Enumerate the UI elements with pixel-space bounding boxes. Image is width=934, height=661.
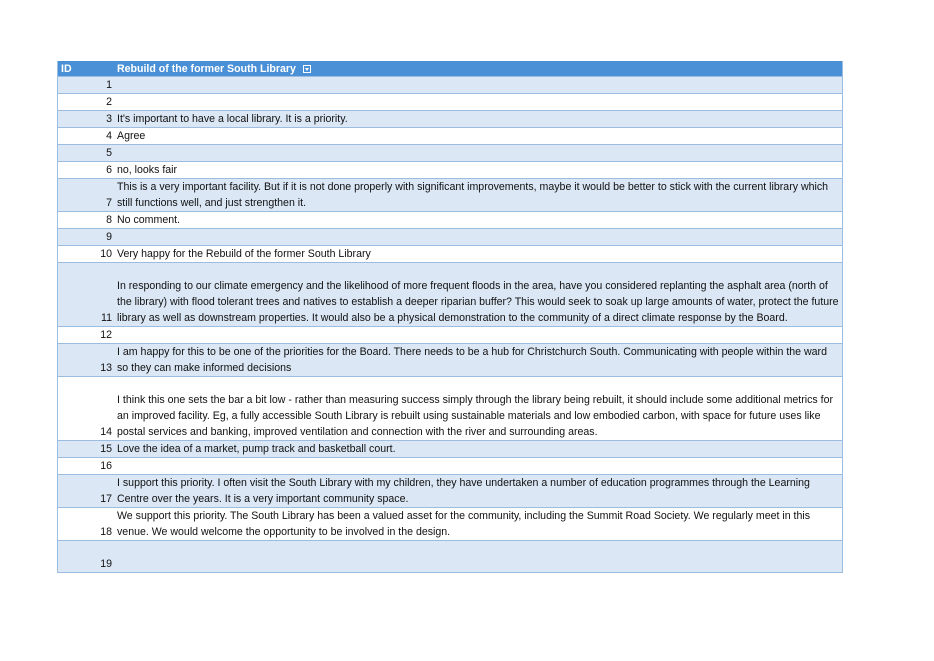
row-id-cell[interactable]: 15 (58, 441, 114, 458)
table-row (58, 128, 842, 145)
table-row (58, 508, 842, 541)
row-id-cell[interactable]: 17 (58, 475, 114, 508)
table-row (58, 212, 842, 229)
table-row (58, 94, 842, 111)
table-row (58, 263, 842, 327)
comments-table (58, 61, 842, 573)
row-id-cell[interactable]: 11 (58, 263, 114, 327)
row-comment-cell[interactable]: Agree (114, 128, 842, 145)
table-row (58, 162, 842, 179)
row-id-cell[interactable]: 18 (58, 508, 114, 541)
row-id-cell[interactable]: 19 (58, 541, 114, 573)
row-id-cell[interactable]: 8 (58, 212, 114, 229)
row-id-cell[interactable]: 10 (58, 246, 114, 263)
row-comment-cell[interactable]: We support this priority. The South Library has been a valued asset for the community, including the Summit Road Society. We regularly meet in this venue. We would welcome the opportunity to be involved in the design. (114, 508, 842, 541)
row-comment-cell[interactable]: This is a very important facility. But if it is not done properly with significant improvements, maybe it would be better to stick with the current library which still functions well, and just strengthen it. (114, 179, 842, 212)
row-id-cell[interactable]: 4 (58, 128, 114, 145)
table-row (58, 441, 842, 458)
header-row (58, 61, 842, 77)
row-comment-cell[interactable]: Love the idea of a market, pump track and basketball court. (114, 441, 842, 458)
table-row (58, 145, 842, 162)
table-row (58, 344, 842, 377)
row-comment-cell[interactable]: I think this one sets the bar a bit low - rather than measuring success simply through the library being rebuilt, it should include some additional metrics for an improved facility. Eg, a fully accessible South Library is rebuilt using sustainable materials and low embodied carbon, with space for future uses like postal services and banking, improved ventilation and connection with the river and surrounding areas. (114, 377, 842, 441)
table-row (58, 179, 842, 212)
column-header-comment-label: Rebuild of the former South Library (117, 62, 296, 75)
row-id-cell[interactable]: 16 (58, 458, 114, 475)
table-row (58, 229, 842, 246)
row-comment-cell[interactable]: No comment. (114, 212, 842, 229)
row-comment-cell[interactable] (114, 458, 842, 475)
row-comment-cell[interactable] (114, 541, 842, 573)
column-header-comment[interactable] (114, 61, 842, 77)
row-comment-cell[interactable]: In responding to our climate emergency and the likelihood of more frequent floods in the area, have you considered replanting the asphalt area (north of the library) with flood tolerant trees and natives to establish a deeper riparian buffer? This would seek to soak up large amounts of water, protect the future library as well as downstream properties. It would also be a physical demonstration to the community of a direct climate response by the Board. (114, 263, 842, 327)
row-id-cell[interactable]: 13 (58, 344, 114, 377)
filter-dropdown-icon[interactable] (303, 65, 311, 73)
row-id-cell[interactable]: 12 (58, 327, 114, 344)
table-row (58, 111, 842, 128)
table-row (58, 77, 842, 94)
column-header-id[interactable]: ID (58, 61, 114, 77)
row-comment-cell[interactable]: I am happy for this to be one of the priorities for the Board. There needs to be a hub for Christchurch South. Communicating with people within the ward so they can make informed decisions (114, 344, 842, 377)
row-comment-cell[interactable]: Very happy for the Rebuild of the former South Library (114, 246, 842, 263)
row-comment-cell[interactable] (114, 229, 842, 246)
table-row (58, 475, 842, 508)
row-id-cell[interactable]: 6 (58, 162, 114, 179)
row-id-cell[interactable]: 7 (58, 179, 114, 212)
row-comment-cell[interactable]: no, looks fair (114, 162, 842, 179)
row-id-cell[interactable]: 9 (58, 229, 114, 246)
row-id-cell[interactable]: 2 (58, 94, 114, 111)
row-comment-cell[interactable] (114, 94, 842, 111)
row-id-cell[interactable]: 3 (58, 111, 114, 128)
row-comment-cell[interactable]: It's important to have a local library. It is a priority. (114, 111, 842, 128)
table-row (58, 327, 842, 344)
row-comment-cell[interactable] (114, 327, 842, 344)
table-row (58, 541, 842, 573)
table-row (58, 246, 842, 263)
table-row (58, 377, 842, 441)
row-comment-cell[interactable]: I support this priority. I often visit the South Library with my children, they have undertaken a number of education programmes through the Learning Centre over the years. It is a very important community space. (114, 475, 842, 508)
table-row (58, 458, 842, 475)
row-comment-cell[interactable] (114, 77, 842, 94)
row-id-cell[interactable]: 14 (58, 377, 114, 441)
row-id-cell[interactable]: 5 (58, 145, 114, 162)
row-comment-cell[interactable] (114, 145, 842, 162)
row-id-cell[interactable]: 1 (58, 77, 114, 94)
comments-sheet (57, 61, 843, 573)
